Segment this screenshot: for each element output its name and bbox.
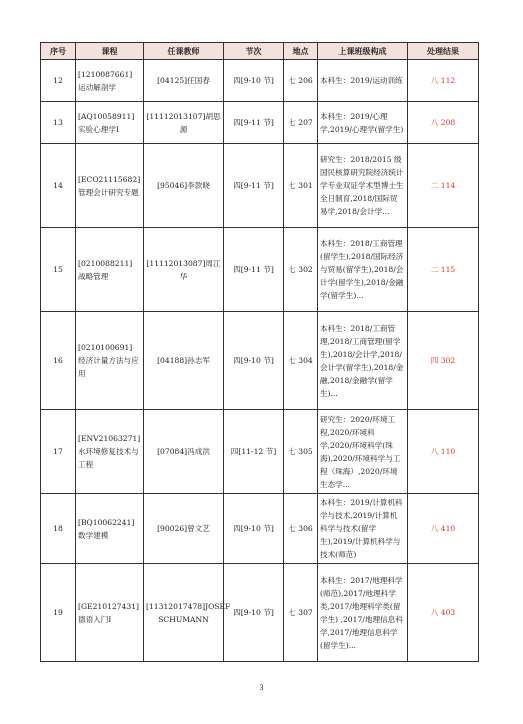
row-result: 八 208 (408, 102, 479, 144)
row-no: 16 (41, 312, 76, 410)
row-classes: 研究生：2018/2015 级国民核算研究院经济统计学专业双证学术型博士生全日制育,2018/国际贸易学,2018/会计学... (318, 144, 408, 228)
header-classes: 上课班级构成 (318, 43, 408, 60)
table-row (41, 102, 479, 144)
row-no: 15 (41, 228, 76, 312)
row-course: [1210087661] 运动解剖学 (76, 60, 144, 102)
header-no: 序号 (41, 43, 76, 60)
header-teacher: 任课教师 (144, 43, 224, 60)
row-result: 八 112 (408, 60, 479, 102)
row-classes: 本科生：2019/运动训练 (318, 60, 408, 102)
row-room: 七 304 (284, 312, 318, 410)
row-no: 18 (41, 494, 76, 564)
row-result: 八 410 (408, 494, 479, 564)
table-row (41, 144, 479, 228)
row-course: [0210100691] 经济计量方法与应用 (76, 312, 144, 410)
row-result: 八 110 (408, 410, 479, 494)
row-room: 七 206 (284, 60, 318, 102)
row-course: [ENV21063271] 水环境修复技术与工程 (76, 410, 144, 494)
schedule-table (40, 42, 479, 662)
row-no: 12 (41, 60, 76, 102)
header-room: 地点 (284, 43, 318, 60)
row-teacher: [11112013107]胡思源 (144, 102, 224, 144)
row-teacher: [04188]孙志军 (144, 312, 224, 410)
row-result: 四 302 (408, 312, 479, 410)
row-teacher: [90026]曾文艺 (144, 494, 224, 564)
header-result: 处理结果 (408, 43, 479, 60)
row-no: 14 (41, 144, 76, 228)
row-teacher: [11112013087]周江华 (144, 228, 224, 312)
row-classes: 研究生：2020/环境工程,2020/环境科学,2020/环境科学(珠海),2020/环境科学与工程（珠海）,2020/环境生态学... (318, 410, 408, 494)
row-course: [AQ10058911] 实验心理学Ⅰ (76, 102, 144, 144)
row-result: 二 114 (408, 144, 479, 228)
row-course: [0210088211] 战略管理 (76, 228, 144, 312)
header-course: 课程 (76, 43, 144, 60)
row-period: 四[11-12 节] (224, 410, 284, 494)
row-period: 四[9-10 节] (224, 312, 284, 410)
table-row (41, 410, 479, 494)
row-classes: 本科生：2019/心理学,2019/心理学(留学生) (318, 102, 408, 144)
row-course: [ECO21115682] 管理会计研究专题 (76, 144, 144, 228)
row-teacher: [95046]李款晓 (144, 144, 224, 228)
row-room: 七 306 (284, 494, 318, 564)
row-classes: 本科生：2019/计算机科学与技术,2019/计算机科学与技术(留学生),2019/计算机科学与技术(师范) (318, 494, 408, 564)
table-row (41, 564, 479, 662)
row-course: [BQ10062241] 数学建模 (76, 494, 144, 564)
row-period: 四[9-10 节] (224, 60, 284, 102)
row-room: 七 301 (284, 144, 318, 228)
row-no: 19 (41, 564, 76, 662)
row-teacher: [04125]任国春 (144, 60, 224, 102)
row-course: [GE210127431] 德语入门Ⅰ (76, 564, 144, 662)
header-period: 节次 (224, 43, 284, 60)
row-period: 四[9-11 节] (224, 228, 284, 312)
page-number: 3 (259, 683, 264, 692)
row-period: 四[9-10 节] (224, 494, 284, 564)
table-row (41, 494, 479, 564)
table-row (41, 228, 479, 312)
row-teacher: [11312017478]JOSEF SCHUMANN (144, 564, 224, 662)
header-row (41, 43, 479, 60)
row-period: 四[9-11 节] (224, 102, 284, 144)
table-row (41, 60, 479, 102)
row-period: 四[9-11 节] (224, 144, 284, 228)
row-period: 四[9-10 节] (224, 564, 284, 662)
row-teacher: [07084]冯成洪 (144, 410, 224, 494)
row-room: 七 302 (284, 228, 318, 312)
row-room: 七 207 (284, 102, 318, 144)
table-row (41, 312, 479, 410)
row-result: 八 403 (408, 564, 479, 662)
row-room: 七 307 (284, 564, 318, 662)
row-room: 七 305 (284, 410, 318, 494)
row-classes: 本科生：2018/工商管理,2018/工商管理(留学生),2018/会计学,2018/会计学(留学生),2018/金融,2018/金融学(留学生)... (318, 312, 408, 410)
row-result: 二 115 (408, 228, 479, 312)
row-no: 17 (41, 410, 76, 494)
row-no: 13 (41, 102, 76, 144)
row-classes: 本科生：2017/地理科学(师范),2017/地理科学类,2017/地理科学类(留学生) ,2017/地理信息科学,2017/地理信息科学(留学生)... (318, 564, 408, 662)
row-classes: 本科生：2018/工商管理(留学生),2018/国际经济与贸易(留学生),2018/会计学(留学生),2018/金融学(留学生)... (318, 228, 408, 312)
